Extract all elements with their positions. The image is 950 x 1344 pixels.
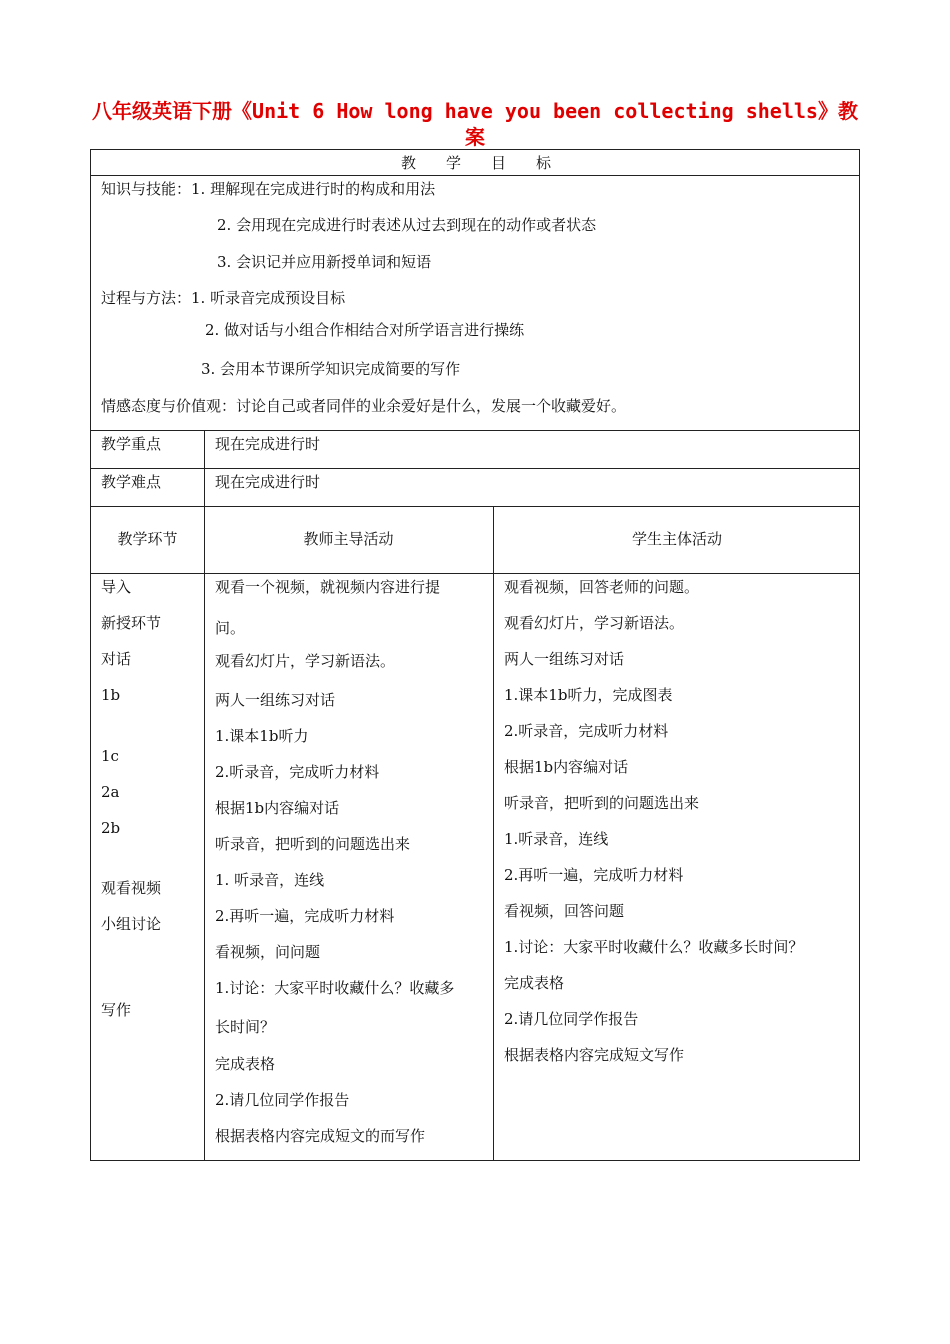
student-activity: 观看视频，回答老师的问题。 [504,578,700,596]
stage-item: 1c [101,747,119,765]
student-activity: 2.听录音，完成听力材料 [504,722,669,740]
row-divider [91,175,859,176]
objective-line: 3. 会识记并应用新授单词和短语 [217,253,432,271]
objective-line: 过程与方法：1. 听录音完成预设目标 [101,289,346,307]
student-activity: 2.请几位同学作报告 [504,1010,639,1028]
teacher-activity: 完成表格 [215,1055,276,1073]
stage-item: 观看视频 [101,879,162,897]
stage-item: 导入 [101,578,132,596]
row-divider [91,573,859,574]
student-activity: 观看幻灯片，学习新语法。 [504,614,685,632]
teacher-activity: 根据1b内容编对话 [215,799,340,817]
objectives-header: 教 学 目 标 [400,154,551,172]
student-activity: 根据表格内容完成短文写作 [504,1046,685,1064]
teacher-activity: 1. 听录音，连线 [215,871,325,889]
document-title [60,98,890,150]
student-activity: 听录音，把听到的问题选出来 [504,794,700,812]
teacher-activity: 1.课本1b听力 [215,727,309,745]
stage-item: 2a [101,783,120,801]
student-activity: 两人一组练习对话 [504,650,625,668]
teacher-activity: 长时间？ [215,1018,276,1036]
student-activity: 2.再听一遍，完成听力材料 [504,866,684,884]
lesson-plan-table [90,149,860,1161]
teacher-activity: 2.再听一遍，完成听力材料 [215,907,395,925]
row-divider [91,430,859,431]
key-point-value: 现在完成进行时 [215,435,321,453]
teacher-activity: 2.听录音，完成听力材料 [215,763,380,781]
row-divider [91,506,859,507]
teacher-activity: 根据表格内容完成短文的而写作 [215,1127,426,1145]
student-activity: 1.讨论：大家平时收藏什么？收藏多长时间？ [504,938,804,956]
stage-item: 写作 [101,1001,132,1019]
key-point-label: 教学重点 [101,435,162,453]
teacher-column-header: 教师主导活动 [303,530,394,548]
objective-line: 情感态度与价值观：讨论自己或者同伴的业余爱好是什么，发展一个收藏爱好。 [101,397,627,415]
teacher-activity: 两人一组练习对话 [215,691,336,709]
stage-item: 对话 [101,650,132,668]
objective-line: 知识与技能：1. 理解现在完成进行时的构成和用法 [101,180,436,198]
stage-item: 2b [101,819,121,837]
objective-line: 2. 做对话与小组合作相结合对所学语言进行操练 [205,321,525,339]
teacher-activity: 1.讨论：大家平时收藏什么？收藏多 [215,979,455,997]
row-divider [91,468,859,469]
teacher-activity: 观看幻灯片，学习新语法。 [215,652,396,670]
teacher-activity: 问。 [215,619,246,637]
stage-item: 新授环节 [101,614,162,632]
student-activity: 看视频，回答问题 [504,902,625,920]
title-line-2: 案 [465,125,485,149]
title-line-1: 八年级英语下册《Unit 6 How long have you been collecting shells》教 [92,99,858,123]
student-activity: 完成表格 [504,974,565,992]
difficult-point-label: 教学难点 [101,473,162,491]
difficult-point-value: 现在完成进行时 [215,473,321,491]
column-divider [493,506,494,1161]
student-activity: 根据1b内容编对话 [504,758,629,776]
teacher-activity: 听录音，把听到的问题选出来 [215,835,411,853]
student-activity: 1.听录音，连线 [504,830,609,848]
stage-item: 1b [101,686,121,704]
stage-column-header: 教学环节 [117,530,178,548]
teacher-activity: 观看一个视频，就视频内容进行提 [215,578,441,596]
objective-line: 2. 会用现在完成进行时表述从过去到现在的动作或者状态 [217,216,597,234]
stage-item: 小组讨论 [101,915,162,933]
student-activity: 1.课本1b听力，完成图表 [504,686,673,704]
teacher-activity: 看视频，问问题 [215,943,321,961]
teacher-activity: 2.请几位同学作报告 [215,1091,350,1109]
student-column-header: 学生主体活动 [631,530,722,548]
objective-line: 3. 会用本节课所学知识完成简要的写作 [201,360,461,378]
